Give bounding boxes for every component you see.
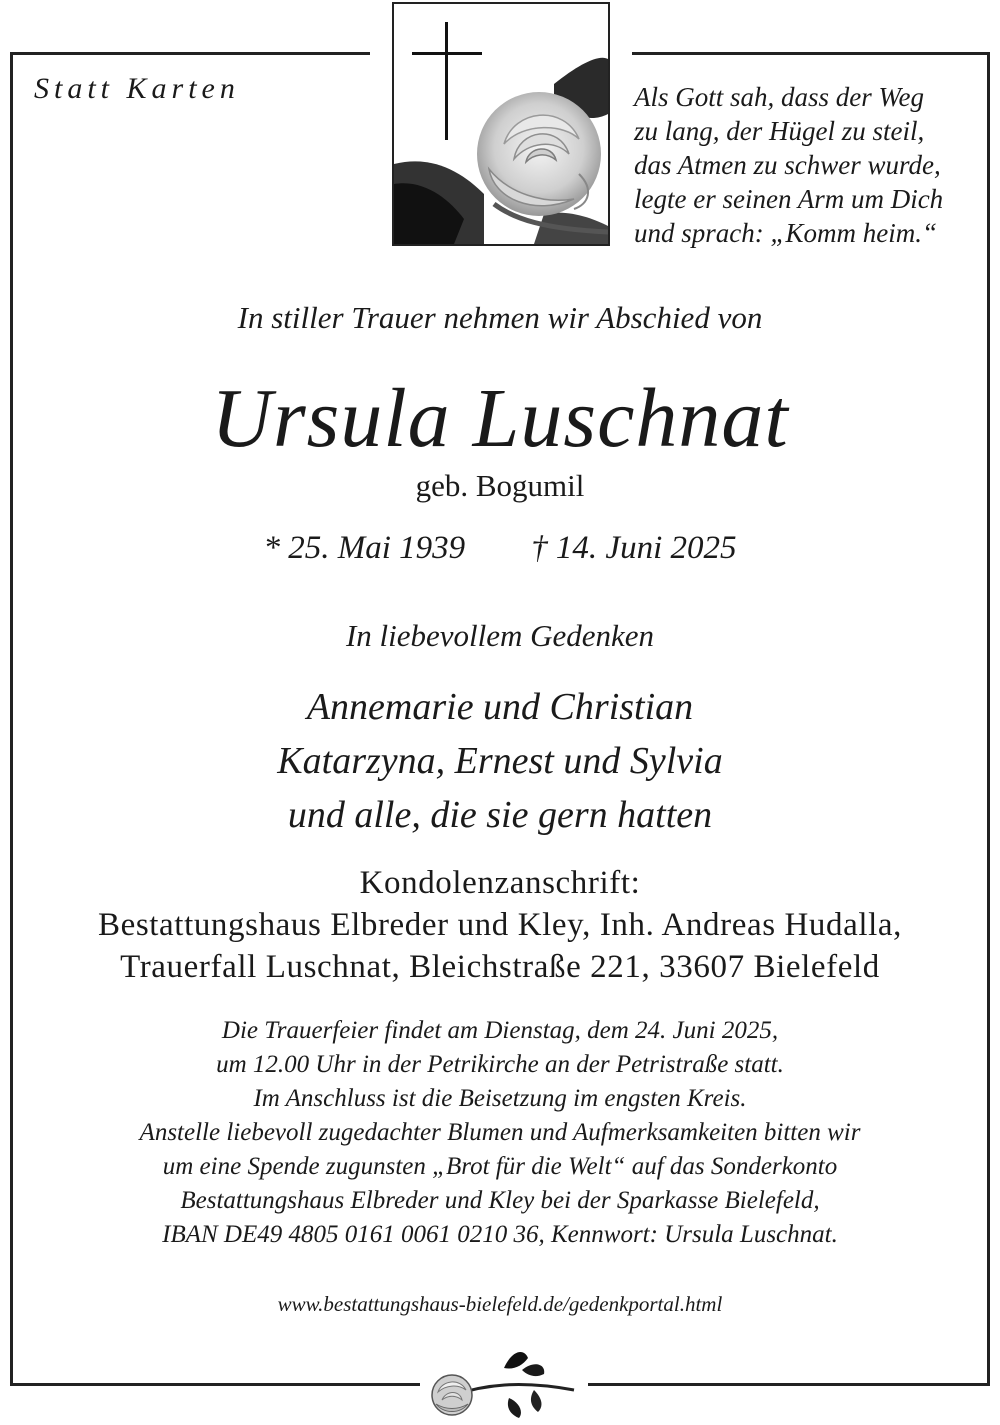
frame-top-left (10, 52, 370, 55)
family-line: und alle, die sie gern hatten (287, 794, 713, 836)
poem-line: zu lang, der Hügel zu steil, (634, 116, 925, 146)
website-link[interactable]: www.bestattungshaus-bielefeld.de/gedenkportal.html (277, 1292, 723, 1316)
poem-line: Als Gott sah, dass der Weg (634, 82, 925, 112)
intro-text: In stiller Trauer nehmen wir Abschied von (237, 300, 763, 335)
details-line: Anstelle liebevoll zugedachter Blumen und Aufmerksamkeiten bitten wir (139, 1119, 861, 1146)
details-line: Die Trauerfeier findet am Dienstag, dem 24. Juni 2025, (221, 1017, 779, 1044)
details-line: um eine Spende zugunsten „Brot für die Welt“ auf das Sonderkonto (162, 1153, 838, 1180)
condolence-address (0, 862, 1000, 988)
details-line: Bestattungshaus Elbreder und Kley bei der Sparkasse Bielefeld, (180, 1187, 820, 1214)
birth-date: * 25. Mai 1939 (263, 530, 466, 566)
details-line: IBAN DE49 4805 0161 0061 0210 36, Kennwort: Ursula Luschnat. (162, 1221, 838, 1248)
poem-line: legte er seinen Arm um Dich (634, 184, 944, 214)
frame-bottom-right (588, 1383, 990, 1386)
frame-top-right (632, 52, 990, 55)
frame-bottom-left (10, 1383, 420, 1386)
memory-text: In liebevollem Gedenken (345, 618, 655, 653)
poem (634, 80, 984, 250)
condolence-line: Kondolenzanschrift: (359, 865, 641, 901)
deceased-name: Ursula Luschnat (211, 372, 789, 465)
rose-icon (424, 1340, 580, 1420)
statt-karten-label: Statt Karten (34, 72, 240, 105)
family-line: Katarzyna, Ernest und Sylvia (277, 740, 723, 782)
condolence-line: Trauerfall Luschnat, Bleichstraße 221, 33607 Bielefeld (120, 949, 880, 985)
family-line: Annemarie und Christian (306, 686, 694, 728)
life-dates (0, 530, 1000, 567)
death-date: † 14. Juni 2025 (531, 530, 737, 566)
birth-name: geb. Bogumil (415, 468, 585, 503)
details-line: um 12.00 Uhr in der Petrikirche an der Petristraße statt. (216, 1051, 784, 1078)
service-details (0, 1014, 1000, 1252)
condolence-line: Bestattungshaus Elbreder und Kley, Inh. Andreas Hudalla, (97, 907, 903, 943)
details-line: Im Anschluss ist die Beisetzung im engsten Kreis. (253, 1085, 747, 1112)
family-list (0, 680, 1000, 842)
poem-line: und sprach: „Komm heim.“ (634, 218, 938, 248)
cross-rose-icon (392, 2, 610, 246)
poem-line: das Atmen zu schwer wurde, (634, 150, 941, 180)
